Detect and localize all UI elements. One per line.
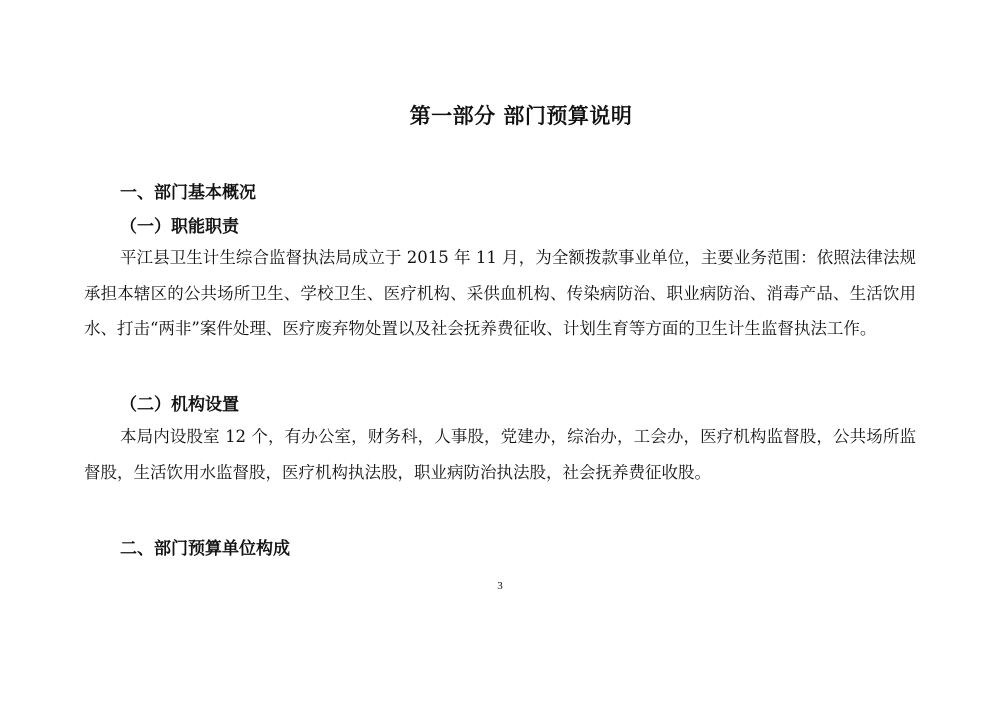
- page-title: 第一部分 部门预算说明: [409, 104, 633, 128]
- subsection-1-paragraph: 平江县卫生计生综合监督执法局成立于 2015 年 11 月，为全额拨款事业单位，主要业务范围：依照法律法规承担本辖区的公共场所卫生、学校卫生、医疗机构、采供血机构、传染病防治、职业病防治、消毒产品、生活饮用水、打击“两非”案件处理、医疗废弃物处置以及社会抚养费征收、计划生育等方面的卫生计生监督执法工作。: [84, 248, 916, 338]
- section-2-heading: 二、部门预算单位构成: [120, 539, 290, 559]
- page-number: 3: [497, 580, 503, 592]
- subsection-2-paragraph: 本局内设股室 12 个，有办公室，财务科，人事股，党建办，综治办，工会办，医疗机构监督股，公共场所监督股，生活饮用水监督股，医疗机构执法股，职业病防治执法股，社会抚养费征收股。: [84, 427, 916, 482]
- subsection-1-heading: （一）职能职责: [120, 217, 239, 237]
- section-1-heading: 一、部门基本概况: [120, 183, 256, 203]
- subsection-2-heading: （二）机构设置: [120, 395, 239, 415]
